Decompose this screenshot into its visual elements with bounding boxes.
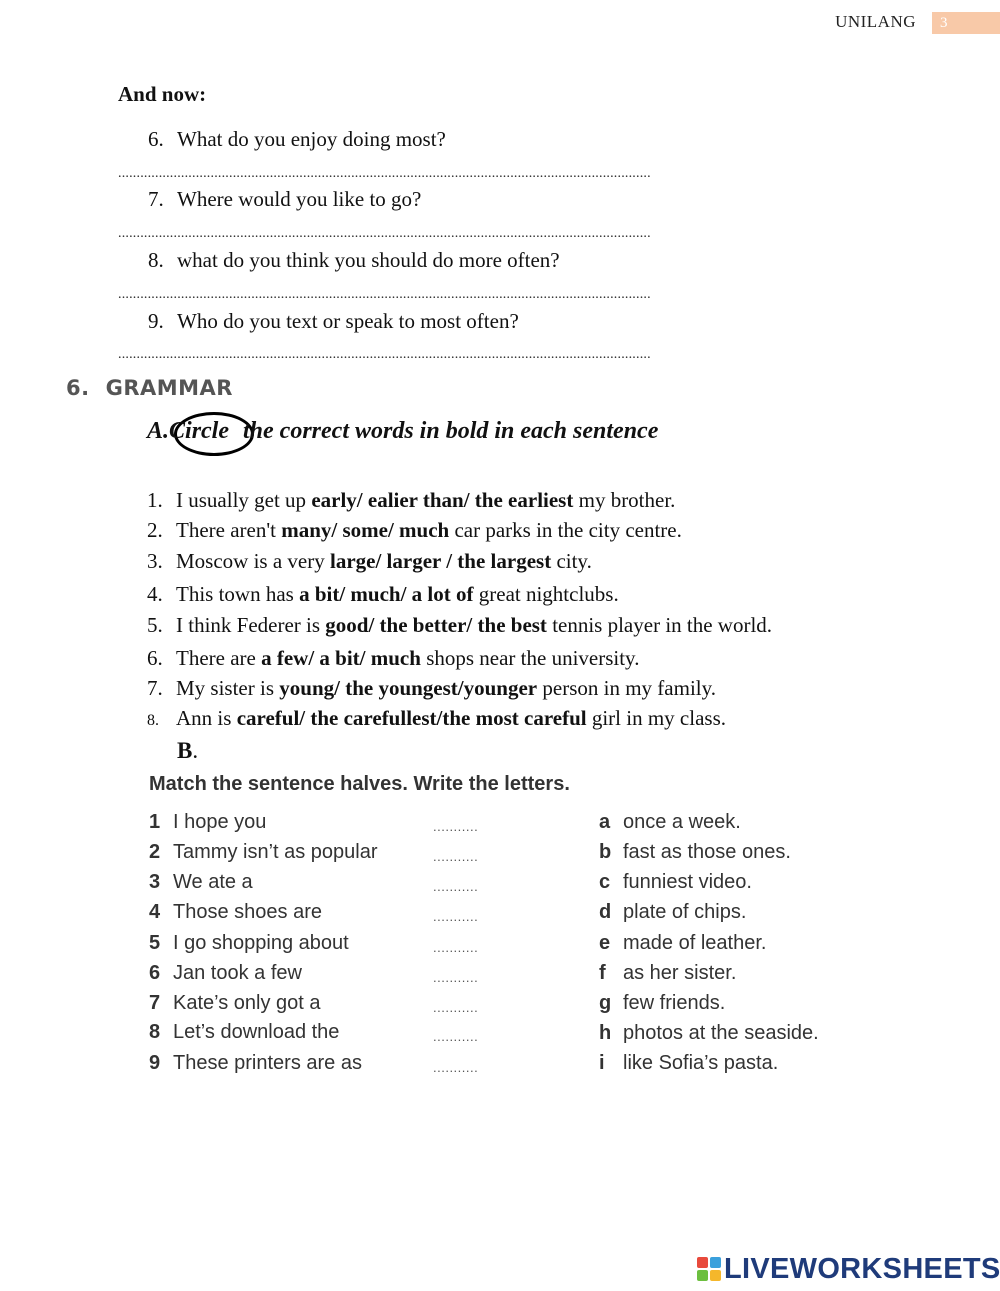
item-pre: I think Federer is: [176, 613, 326, 637]
match-text: funniest video.: [623, 871, 752, 893]
match-text: Let’s download the: [173, 1021, 340, 1043]
match-right-h: [599, 1022, 819, 1045]
grammar-item-5: [147, 613, 772, 638]
match-number: 8: [149, 1021, 161, 1043]
match-right-g: [599, 992, 725, 1015]
part-a-instruction: [147, 418, 658, 445]
match-right-b: [599, 841, 791, 864]
question-number: 8.: [148, 248, 164, 272]
item-number: 2.: [147, 518, 163, 542]
match-right-a: [599, 811, 741, 834]
match-letter: d: [599, 901, 612, 923]
match-answer-blank[interactable]: ...........: [433, 849, 479, 864]
match-answer-blank[interactable]: ...........: [433, 970, 479, 985]
question-9: [148, 309, 519, 334]
match-left-2: [149, 841, 378, 864]
match-answer-blank[interactable]: ...........: [433, 940, 479, 955]
question-text: What do you enjoy doing most?: [177, 127, 446, 151]
question-text: Where would you like to go?: [177, 187, 422, 211]
match-letter: e: [599, 932, 611, 954]
item-post: my brother.: [573, 488, 676, 512]
match-text: like Sofia’s pasta.: [623, 1052, 779, 1074]
item-post: great nightclubs.: [473, 582, 619, 606]
match-text: Jan took a few: [173, 962, 302, 984]
part-b-letter: B: [177, 738, 193, 763]
item-options[interactable]: a bit/ much/ a lot of: [299, 582, 474, 606]
match-text: We ate a: [173, 871, 253, 893]
match-number: 7: [149, 992, 161, 1014]
answer-line-8[interactable]: ................................................................................................................................................: [118, 289, 651, 301]
item-pre: My sister is: [176, 676, 280, 700]
item-options[interactable]: good/ the better/ the best: [325, 613, 547, 637]
item-number: 3.: [147, 549, 163, 573]
match-right-f: [599, 962, 736, 985]
header-title: UNILANG: [835, 12, 916, 31]
match-answer-blank[interactable]: ...........: [433, 1000, 479, 1015]
match-letter: g: [599, 992, 612, 1014]
match-text: I go shopping about: [173, 932, 349, 954]
match-left-6: [149, 962, 302, 985]
match-answer-blank[interactable]: ...........: [433, 1060, 479, 1075]
match-left-9: [149, 1052, 362, 1075]
match-number: 3: [149, 871, 161, 893]
item-post: person in my family.: [537, 676, 716, 700]
liveworksheets-brand[interactable]: [697, 1253, 1000, 1285]
grammar-item-6: [147, 646, 639, 671]
match-text: few friends.: [623, 992, 726, 1014]
grammar-item-1: [147, 488, 675, 513]
part-b-label: [177, 738, 198, 764]
question-number: 9.: [148, 309, 164, 333]
match-letter: b: [599, 841, 612, 863]
question-number: 6.: [148, 127, 164, 151]
match-left-7: [149, 992, 321, 1015]
grammar-item-4: [147, 582, 619, 607]
item-number: 1.: [147, 488, 163, 512]
item-pre: Ann is: [176, 706, 237, 730]
liveworksheets-logo-icon: [697, 1257, 721, 1281]
item-options[interactable]: careful/ the carefullest/the most careful: [236, 706, 587, 730]
match-number: 6: [149, 962, 161, 984]
section-title: [66, 376, 233, 400]
match-instruction: Match the sentence halves. Write the letters.: [149, 773, 570, 795]
item-pre: There are: [176, 646, 262, 670]
match-text: Those shoes are: [173, 901, 322, 923]
question-text: Who do you text or speak to most often?: [177, 309, 519, 333]
circled-word: Circle: [169, 418, 230, 444]
item-options[interactable]: large/ larger / the largest: [329, 549, 552, 573]
item-options[interactable]: early/ ealier than/ the earliest: [311, 488, 574, 512]
item-number: 5.: [147, 613, 163, 637]
item-post: shops near the university.: [420, 646, 640, 670]
match-letter: f: [599, 962, 606, 984]
question-8: [148, 248, 560, 273]
match-answer-blank[interactable]: ...........: [433, 819, 479, 834]
item-number: 7.: [147, 676, 163, 700]
match-right-i: [599, 1052, 778, 1075]
match-number: 4: [149, 901, 161, 923]
answer-line-9[interactable]: ................................................................................................................................................: [118, 349, 651, 361]
grammar-item-3: [147, 549, 592, 574]
item-number: 4.: [147, 582, 163, 606]
brand-name: LIVEWORKSHEETS: [724, 1252, 1000, 1285]
match-left-5: [149, 932, 349, 955]
match-text: as her sister.: [623, 962, 737, 984]
match-text: Tammy isn’t as popular: [173, 841, 378, 863]
match-text: I hope you: [173, 811, 267, 833]
item-pre: Moscow is a very: [176, 549, 330, 573]
match-left-3: [149, 871, 253, 894]
item-options[interactable]: many/ some/ much: [281, 518, 450, 542]
match-answer-blank[interactable]: ...........: [433, 1029, 479, 1044]
match-answer-blank[interactable]: ...........: [433, 879, 479, 894]
item-pre: I usually get up: [176, 488, 312, 512]
match-letter: a: [599, 811, 611, 833]
page-number: 3: [932, 12, 1000, 34]
item-options[interactable]: young/ the youngest/younger: [279, 676, 538, 700]
match-left-1: [149, 811, 266, 834]
item-number: 8.: [147, 712, 159, 729]
match-text: fast as those ones.: [623, 841, 791, 863]
item-pre: This town has: [176, 582, 300, 606]
answer-line-6[interactable]: ................................................................................................................................................: [118, 168, 651, 180]
match-letter: i: [599, 1052, 605, 1074]
match-text: These printers are as: [173, 1052, 362, 1074]
answer-line-7[interactable]: ................................................................................................................................................: [118, 228, 651, 240]
match-text: plate of chips.: [623, 901, 747, 923]
match-right-e: [599, 932, 766, 955]
section-number: 6.: [66, 376, 90, 400]
match-letter: c: [599, 871, 611, 893]
item-post: tennis player in the world.: [546, 613, 773, 637]
question-6: [148, 127, 446, 152]
match-number: 5: [149, 932, 161, 954]
grammar-item-7: [147, 676, 716, 701]
question-text: what do you think you should do more often?: [177, 248, 560, 272]
grammar-item-8: [147, 706, 726, 731]
match-number: 2: [149, 841, 161, 863]
item-post: city.: [551, 549, 592, 573]
question-number: 7.: [148, 187, 164, 211]
match-answer-blank[interactable]: ...........: [433, 909, 479, 924]
part-b-suffix: .: [192, 738, 199, 763]
part-a-label: A.: [147, 418, 170, 444]
match-number: 9: [149, 1052, 161, 1074]
question-7: [148, 187, 421, 212]
match-number: 1: [149, 811, 161, 833]
match-text: once a week.: [623, 811, 741, 833]
match-letter: h: [599, 1022, 612, 1044]
match-right-d: [599, 901, 746, 924]
match-text: made of leather.: [623, 932, 767, 954]
match-left-4: [149, 901, 322, 924]
grammar-item-2: [147, 518, 682, 543]
item-pre: There aren't: [176, 518, 282, 542]
item-options[interactable]: a few/ a bit/ much: [261, 646, 421, 670]
part-a-instruction-text: the correct words in bold in each sentence: [243, 418, 659, 444]
section-name: GRAMMAR: [105, 376, 233, 400]
match-right-c: [599, 871, 752, 894]
item-post: girl in my class.: [586, 706, 726, 730]
match-left-8: [149, 1021, 339, 1044]
match-text: photos at the seaside.: [623, 1022, 819, 1044]
item-post: car parks in the city centre.: [449, 518, 682, 542]
item-number: 6.: [147, 646, 163, 670]
match-text: Kate’s only got a: [173, 992, 321, 1014]
and-now-heading: And now:: [118, 82, 207, 106]
